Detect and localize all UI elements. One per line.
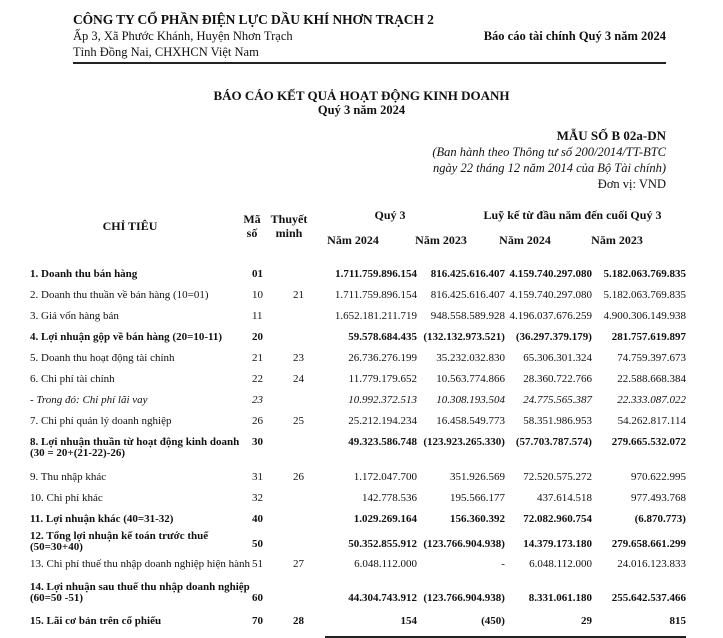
row-note: 24 (292, 373, 304, 385)
table-row (30, 289, 686, 310)
value-ytd-2024: 4.196.037.676.259 (509, 310, 592, 322)
value-q-2023: 10.563.774.866 (436, 373, 505, 385)
value-q-2023: 816.425.616.407 (430, 289, 505, 301)
table-row (30, 436, 686, 471)
value-ytd-2023: 24.016.123.833 (617, 558, 686, 570)
col-header-code (240, 212, 264, 240)
table-row (30, 310, 686, 331)
row-label-text: 5. Doanh thu hoạt động tài chính (30, 352, 175, 364)
value-ytd-2023: 281.757.619.897 (611, 331, 686, 343)
company-address-line1: Ấp 3, Xã Phước Khánh, Huyện Nhơn Trạch (73, 29, 293, 43)
value-ytd-2023: 5.182.063.769.835 (603, 268, 686, 280)
value-q-2023: 816.425.616.407 (430, 268, 505, 280)
table-row (30, 615, 686, 637)
row-label (30, 373, 250, 394)
value-ytd-2023: 22.333.087.022 (617, 394, 686, 406)
table-row (30, 415, 686, 436)
value-q-2024: 25.212.194.234 (348, 415, 417, 427)
value-q-2023: 195.566.177 (449, 492, 505, 504)
value-q-2024: 59.578.684.435 (348, 331, 417, 343)
row-code: 10 (251, 289, 263, 301)
table-row (30, 513, 686, 530)
row-code: 70 (251, 615, 263, 627)
row-note (293, 394, 325, 415)
row-label-text: 12. Tổng lợi nhuận kế toán trước thuế (30, 530, 209, 542)
row-note (293, 530, 325, 558)
table-row (30, 558, 686, 581)
report-title: BÁO CÁO KẾT QUẢ HOẠT ĐỘNG KINH DOANH (213, 88, 510, 103)
row-code: 51 (251, 558, 263, 570)
table-row (30, 394, 686, 415)
col-header-code-line1: Mã (243, 212, 261, 226)
header-divider (73, 62, 666, 64)
row-label-text: 13. Chi phí thuế thu nhập doanh nghiệp hiện hành (30, 558, 250, 570)
table-row (30, 373, 686, 394)
income-statement-table (30, 268, 686, 638)
row-code: 21 (251, 352, 263, 364)
value-q-2024: 49.323.586.748 (348, 436, 417, 448)
company-name: CÔNG TY CỔ PHẦN ĐIỆN LỰC DẦU KHÍ NHƠN TRẠCH 2 (73, 12, 434, 27)
value-ytd-2024: 29 (505, 615, 592, 637)
value-ytd-2024: 4.159.740.297.080 (509, 268, 592, 280)
value-ytd-2024: 8.331.061.180 (528, 592, 592, 604)
value-q-2024: 6.048.112.000 (354, 558, 417, 570)
col-group-quarter: Quý 3 (374, 208, 406, 222)
row-code: 31 (251, 471, 263, 483)
value-ytd-2023: 815 (592, 615, 686, 637)
row-label-text: 9. Thu nhập khác (30, 471, 107, 483)
row-code: 40 (251, 513, 263, 525)
value-q-2024: 1.172.047.700 (353, 471, 417, 483)
form-issued-line1: (Ban hành theo Thông tư số 200/2014/TT-BTC (432, 145, 666, 159)
row-note (293, 513, 325, 530)
value-ytd-2024: 72.520.575.272 (523, 471, 592, 483)
value-q-2024: 1.029.269.164 (353, 513, 417, 525)
table-row (30, 352, 686, 373)
value-ytd-2024: 28.360.722.766 (523, 373, 592, 385)
row-label (30, 581, 250, 615)
value-ytd-2023: 4.900.306.149.938 (603, 310, 686, 322)
row-note: 25 (292, 415, 304, 427)
row-code: 23 (251, 394, 263, 406)
row-label-text: 10. Chi phí khác (30, 492, 103, 504)
row-label (30, 289, 250, 310)
row-note (293, 436, 325, 471)
value-ytd-2024: 437.614.518 (536, 492, 592, 504)
row-label (30, 558, 250, 581)
value-q-2023: - (501, 558, 505, 570)
report-subtitle: Quý 3 năm 2024 (317, 103, 406, 117)
row-note (293, 310, 325, 331)
row-label-text: 6. Chi phí tài chính (30, 373, 115, 385)
row-code: 20 (251, 331, 263, 343)
value-q-2024: 11.779.179.652 (348, 373, 417, 385)
value-q-2024: 1.652.181.211.719 (334, 310, 417, 322)
row-label-formula: (30 = 20+(21-22)-26) (30, 447, 126, 459)
value-q-2024: 50.352.855.912 (348, 538, 417, 550)
value-ytd-2024: 6.048.112.000 (529, 558, 592, 570)
table-row (30, 492, 686, 513)
row-label (30, 513, 250, 530)
row-code: 11 (251, 310, 263, 322)
row-label-text: 8. Lợi nhuận thuần từ hoạt động kinh doanh (30, 436, 240, 448)
table-row (30, 331, 686, 352)
value-q-2024: 26.736.276.199 (348, 352, 417, 364)
company-address-line2: Tỉnh Đồng Nai, CHXHCN Việt Nam (73, 45, 259, 59)
row-code: 60 (251, 592, 263, 604)
value-q-2024: 10.992.372.513 (348, 394, 417, 406)
row-note: 23 (292, 352, 304, 364)
row-note: 21 (292, 289, 304, 301)
col-header-note-line2: minh (275, 226, 303, 240)
row-label-formula: (60=50 -51) (30, 592, 84, 604)
row-code: 50 (251, 538, 263, 550)
row-code: 26 (251, 415, 263, 427)
row-label (30, 436, 250, 471)
value-ytd-2024: 72.082.960.754 (523, 513, 592, 525)
row-note (293, 331, 325, 352)
row-code: 30 (251, 436, 263, 448)
value-q-2023: 948.558.589.928 (430, 310, 505, 322)
row-label-text: - Trong đó: Chi phí lãi vay (30, 394, 148, 406)
value-ytd-2024: 4.159.740.297.080 (509, 289, 592, 301)
value-q-2023: 35.232.032.830 (436, 352, 505, 364)
value-ytd-2024: 24.775.565.387 (523, 394, 592, 406)
value-ytd-2023: 54.262.817.114 (617, 415, 686, 427)
row-label (30, 394, 250, 415)
value-q-2023: 10.308.193.504 (436, 394, 505, 406)
value-q-2023: 156.360.392 (449, 513, 505, 525)
row-label-text: 3. Giá vốn hàng bán (30, 310, 119, 322)
value-q-2023: (123.766.904.938) (423, 592, 505, 604)
value-q-2024: 44.304.743.912 (348, 592, 417, 604)
value-q-2023: (450) (417, 615, 505, 637)
row-label-text: 14. Lợi nhuận sau thuế thu nhập doanh nghiệp (30, 581, 250, 593)
form-issued-line2: ngày 22 tháng 12 năm 2014 của Bộ Tài chính) (433, 161, 666, 175)
value-q-2024: 142.778.536 (361, 492, 417, 504)
value-ytd-2024: (57.703.787.574) (515, 436, 592, 448)
row-note: 27 (292, 558, 304, 570)
col-group-ytd: Luỹ kế từ đầu năm đến cuối Quý 3 (483, 208, 662, 222)
value-ytd-2023: 22.588.668.384 (617, 373, 686, 385)
value-q-2023: (123.766.904.938) (423, 538, 505, 550)
value-ytd-2023: 5.182.063.769.835 (603, 289, 686, 301)
report-period: Báo cáo tài chính Quý 3 năm 2024 (483, 29, 666, 43)
col-header-q-2023: Năm 2023 (415, 233, 467, 247)
value-ytd-2023: 970.622.995 (630, 471, 686, 483)
table-row (30, 268, 686, 289)
value-ytd-2023: 279.665.532.072 (611, 436, 686, 448)
value-ytd-2024: 14.379.173.180 (523, 538, 592, 550)
row-label (30, 268, 250, 289)
row-label-text: 2. Doanh thu thuần về bán hàng (10=01) (30, 289, 209, 301)
value-ytd-2023: 977.493.768 (630, 492, 686, 504)
table-row (30, 581, 686, 615)
value-q-2023: (132.132.973.521) (423, 331, 505, 343)
row-label (30, 530, 250, 558)
value-ytd-2024: (36.297.379.179) (515, 331, 592, 343)
value-q-2023: 351.926.569 (449, 471, 505, 483)
value-q-2024: 1.711.759.896.154 (334, 289, 417, 301)
row-note: 26 (292, 471, 304, 483)
table-row (30, 530, 686, 558)
col-header-ytd-2023: Năm 2023 (591, 233, 643, 247)
table-row (30, 471, 686, 492)
row-label (30, 331, 250, 352)
row-label (30, 352, 250, 373)
row-label-text: 4. Lợi nhuận gộp về bán hàng (20=10-11) (30, 331, 223, 343)
row-code: 32 (251, 492, 263, 504)
row-label (30, 615, 250, 637)
row-label-text: 11. Lợi nhuận khác (40=31-32) (30, 513, 174, 525)
value-ytd-2024: 58.351.986.953 (523, 415, 592, 427)
row-label (30, 415, 250, 436)
row-code: 01 (251, 268, 263, 280)
value-q-2023: (123.923.265.330) (423, 436, 505, 448)
currency-unit: Đơn vị: VND (597, 177, 666, 191)
col-header-note-line1: Thuyết (270, 212, 308, 226)
value-q-2024: 154 (325, 615, 417, 637)
form-info (432, 128, 666, 192)
row-label-text: 1. Doanh thu bán hàng (30, 268, 138, 280)
form-code: MẪU SỐ B 02a-DN (556, 128, 666, 143)
row-note (293, 581, 325, 615)
value-ytd-2023: 255.642.537.466 (611, 592, 686, 604)
row-label-text: 7. Chi phí quản lý doanh nghiệp (30, 415, 172, 427)
row-note (293, 492, 325, 513)
row-note (293, 268, 325, 289)
col-header-code-line2: số (246, 226, 258, 240)
row-label-text: 15. Lãi cơ bản trên cổ phiếu (30, 615, 162, 627)
value-ytd-2023: (6.870.773) (634, 513, 686, 525)
value-ytd-2023: 279.658.661.299 (611, 538, 686, 550)
value-q-2023: 16.458.549.773 (436, 415, 505, 427)
col-header-note (268, 212, 310, 240)
col-header-q-2024: Năm 2024 (327, 233, 379, 247)
row-label-formula: (50=30+40) (30, 541, 83, 553)
value-ytd-2024: 65.306.301.324 (523, 352, 592, 364)
col-header-indicator: CHỈ TIÊU (102, 219, 158, 233)
row-label (30, 492, 250, 513)
col-header-ytd-2024: Năm 2024 (499, 233, 551, 247)
row-label (30, 310, 250, 331)
value-q-2024: 1.711.759.896.154 (335, 268, 417, 280)
row-label (30, 471, 250, 492)
value-ytd-2023: 74.759.397.673 (617, 352, 686, 364)
row-code: 22 (251, 373, 263, 385)
row-note: 28 (292, 615, 304, 627)
